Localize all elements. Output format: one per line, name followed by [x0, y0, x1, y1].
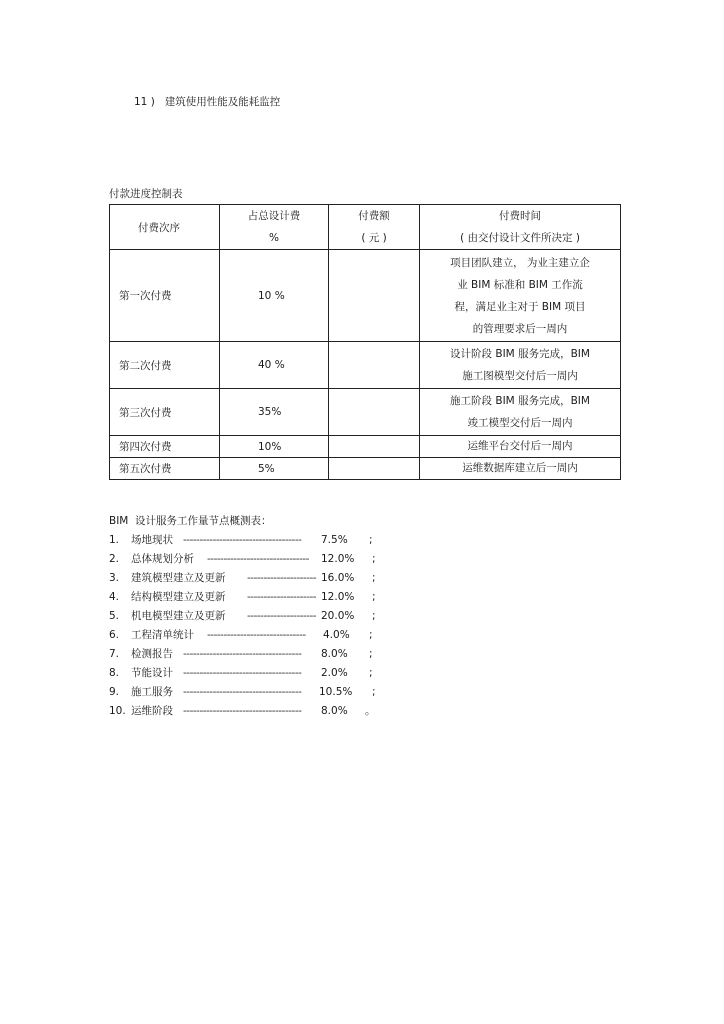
row-percent: 35%	[220, 389, 329, 436]
row-time-line: 设计阶段 BIM 服务完成，BIM	[450, 348, 590, 360]
row-percent: 5%	[220, 458, 329, 480]
row-time-line: 业 BIM 标准和 BIM 工作流	[457, 278, 583, 291]
item-number: 2.	[109, 553, 120, 565]
item-number: 8.	[109, 667, 120, 679]
item-number: 5.	[109, 610, 120, 622]
header-percent	[220, 205, 329, 250]
table-row	[110, 389, 621, 436]
table-row	[110, 342, 621, 389]
payment-schedule-table	[109, 204, 621, 480]
header-sequence: 付费次序	[110, 205, 220, 250]
row-time-line: 施工图模型交付后一周内	[462, 370, 578, 382]
header-amount-top: 付费额	[358, 210, 390, 222]
item-name: 场地现状	[131, 534, 173, 546]
row-time-line: 运维数据库建立后一周内	[462, 462, 578, 474]
row-label: 第三次付费	[110, 389, 220, 436]
item-leader: ---------------------	[247, 572, 317, 584]
item-number: 3.	[109, 572, 120, 584]
item-leader: -------------------------------	[207, 553, 309, 565]
item-punct: ;	[372, 610, 376, 622]
item-number: 9.	[109, 686, 120, 698]
row-amount	[329, 389, 420, 436]
row-percent: 10 %	[220, 250, 329, 342]
header-time-top: 付费时间	[499, 210, 541, 222]
item-punct: ;	[372, 553, 376, 565]
item-leader: ---------------------	[247, 591, 317, 603]
header-percent-bottom: %	[269, 232, 279, 244]
row-label: 第五次付费	[110, 458, 220, 480]
item-punct: ;	[372, 572, 376, 584]
header-percent-top: 占总设计费	[247, 210, 301, 222]
item-percent: 16.0%	[321, 572, 355, 584]
row-time	[420, 342, 621, 389]
item-punct: ;	[369, 648, 373, 660]
item-number: 7.	[109, 648, 120, 660]
item-punct: ;	[369, 534, 373, 546]
row-time-line: 程，满足业主对于 BIM 项目	[454, 300, 586, 313]
row-time	[420, 458, 621, 480]
table-header-row	[110, 205, 621, 250]
header-amount-bottom: ( 元 )	[361, 232, 387, 244]
item-name: 建筑模型建立及更新	[131, 572, 226, 584]
item-name: 结构模型建立及更新	[131, 591, 226, 603]
item-name: 运维阶段	[131, 705, 173, 717]
item-percent: 7.5%	[321, 534, 348, 546]
row-time	[420, 436, 621, 458]
item-leader: ------------------------------------	[183, 648, 302, 660]
row-label: 第一次付费	[110, 250, 220, 342]
item-name: 检测报告	[131, 648, 173, 660]
row-time-line: 项目团队建立， 为业主建立企	[450, 256, 590, 269]
item-leader: ------------------------------------	[183, 534, 302, 546]
row-time	[420, 250, 621, 342]
row-label: 第二次付费	[110, 342, 220, 389]
item-percent: 12.0%	[321, 553, 355, 565]
item-percent: 10.5%	[319, 686, 353, 698]
row-amount	[329, 250, 420, 342]
item-name: 工程清单统计	[131, 629, 194, 641]
item-percent: 8.0%	[321, 705, 348, 717]
row-time-line: 运维平台交付后一周内	[467, 440, 573, 452]
row-time-line: 竣工模型交付后一周内	[467, 417, 573, 429]
row-amount	[329, 458, 420, 480]
item-punct: ;	[372, 591, 376, 603]
row-amount	[329, 436, 420, 458]
header-time-bottom: ( 由交付设计文件所决定 )	[460, 232, 580, 244]
table-row	[110, 250, 621, 342]
item-punct: 。	[365, 705, 376, 717]
item-leader: ------------------------------------	[183, 686, 302, 698]
row-time	[420, 389, 621, 436]
item-name: 机电模型建立及更新	[131, 610, 226, 622]
item-percent: 12.0%	[321, 591, 355, 603]
item-leader: ---------------------	[247, 610, 317, 622]
row-time-line: 的管理要求后一周内	[472, 322, 568, 335]
item-number: 10.	[109, 705, 126, 717]
item-punct: ;	[372, 686, 376, 698]
header-time	[420, 205, 621, 250]
item-punct: ;	[369, 629, 373, 641]
item-percent: 20.0%	[321, 610, 355, 622]
item-percent: 2.0%	[321, 667, 348, 679]
section-heading: 11 ) 建筑使用性能及能耗监控	[134, 96, 281, 108]
item-number: 6.	[109, 629, 120, 641]
table-title: 付款进度控制表	[109, 188, 183, 200]
item-percent: 4.0%	[323, 629, 350, 641]
item-number: 1.	[109, 534, 120, 546]
item-name: 总体规划分析	[131, 553, 194, 565]
item-percent: 8.0%	[321, 648, 348, 660]
table-row	[110, 458, 621, 480]
workload-list-title: BIM 设计服务工作量节点概测表：	[109, 515, 272, 527]
row-percent: 40 %	[220, 342, 329, 389]
row-amount	[329, 342, 420, 389]
table-row	[110, 436, 621, 458]
row-time-line: 施工阶段 BIM 服务完成，BIM	[450, 395, 590, 407]
item-name: 节能设计	[131, 667, 173, 679]
item-name: 施工服务	[131, 686, 173, 698]
item-punct: ;	[369, 667, 373, 679]
row-label: 第四次付费	[110, 436, 220, 458]
row-percent: 10%	[220, 436, 329, 458]
header-amount	[329, 205, 420, 250]
item-leader: ------------------------------------	[183, 705, 302, 717]
item-leader: ------------------------------	[207, 629, 306, 641]
item-leader: ------------------------------------	[183, 667, 302, 679]
item-number: 4.	[109, 591, 120, 603]
